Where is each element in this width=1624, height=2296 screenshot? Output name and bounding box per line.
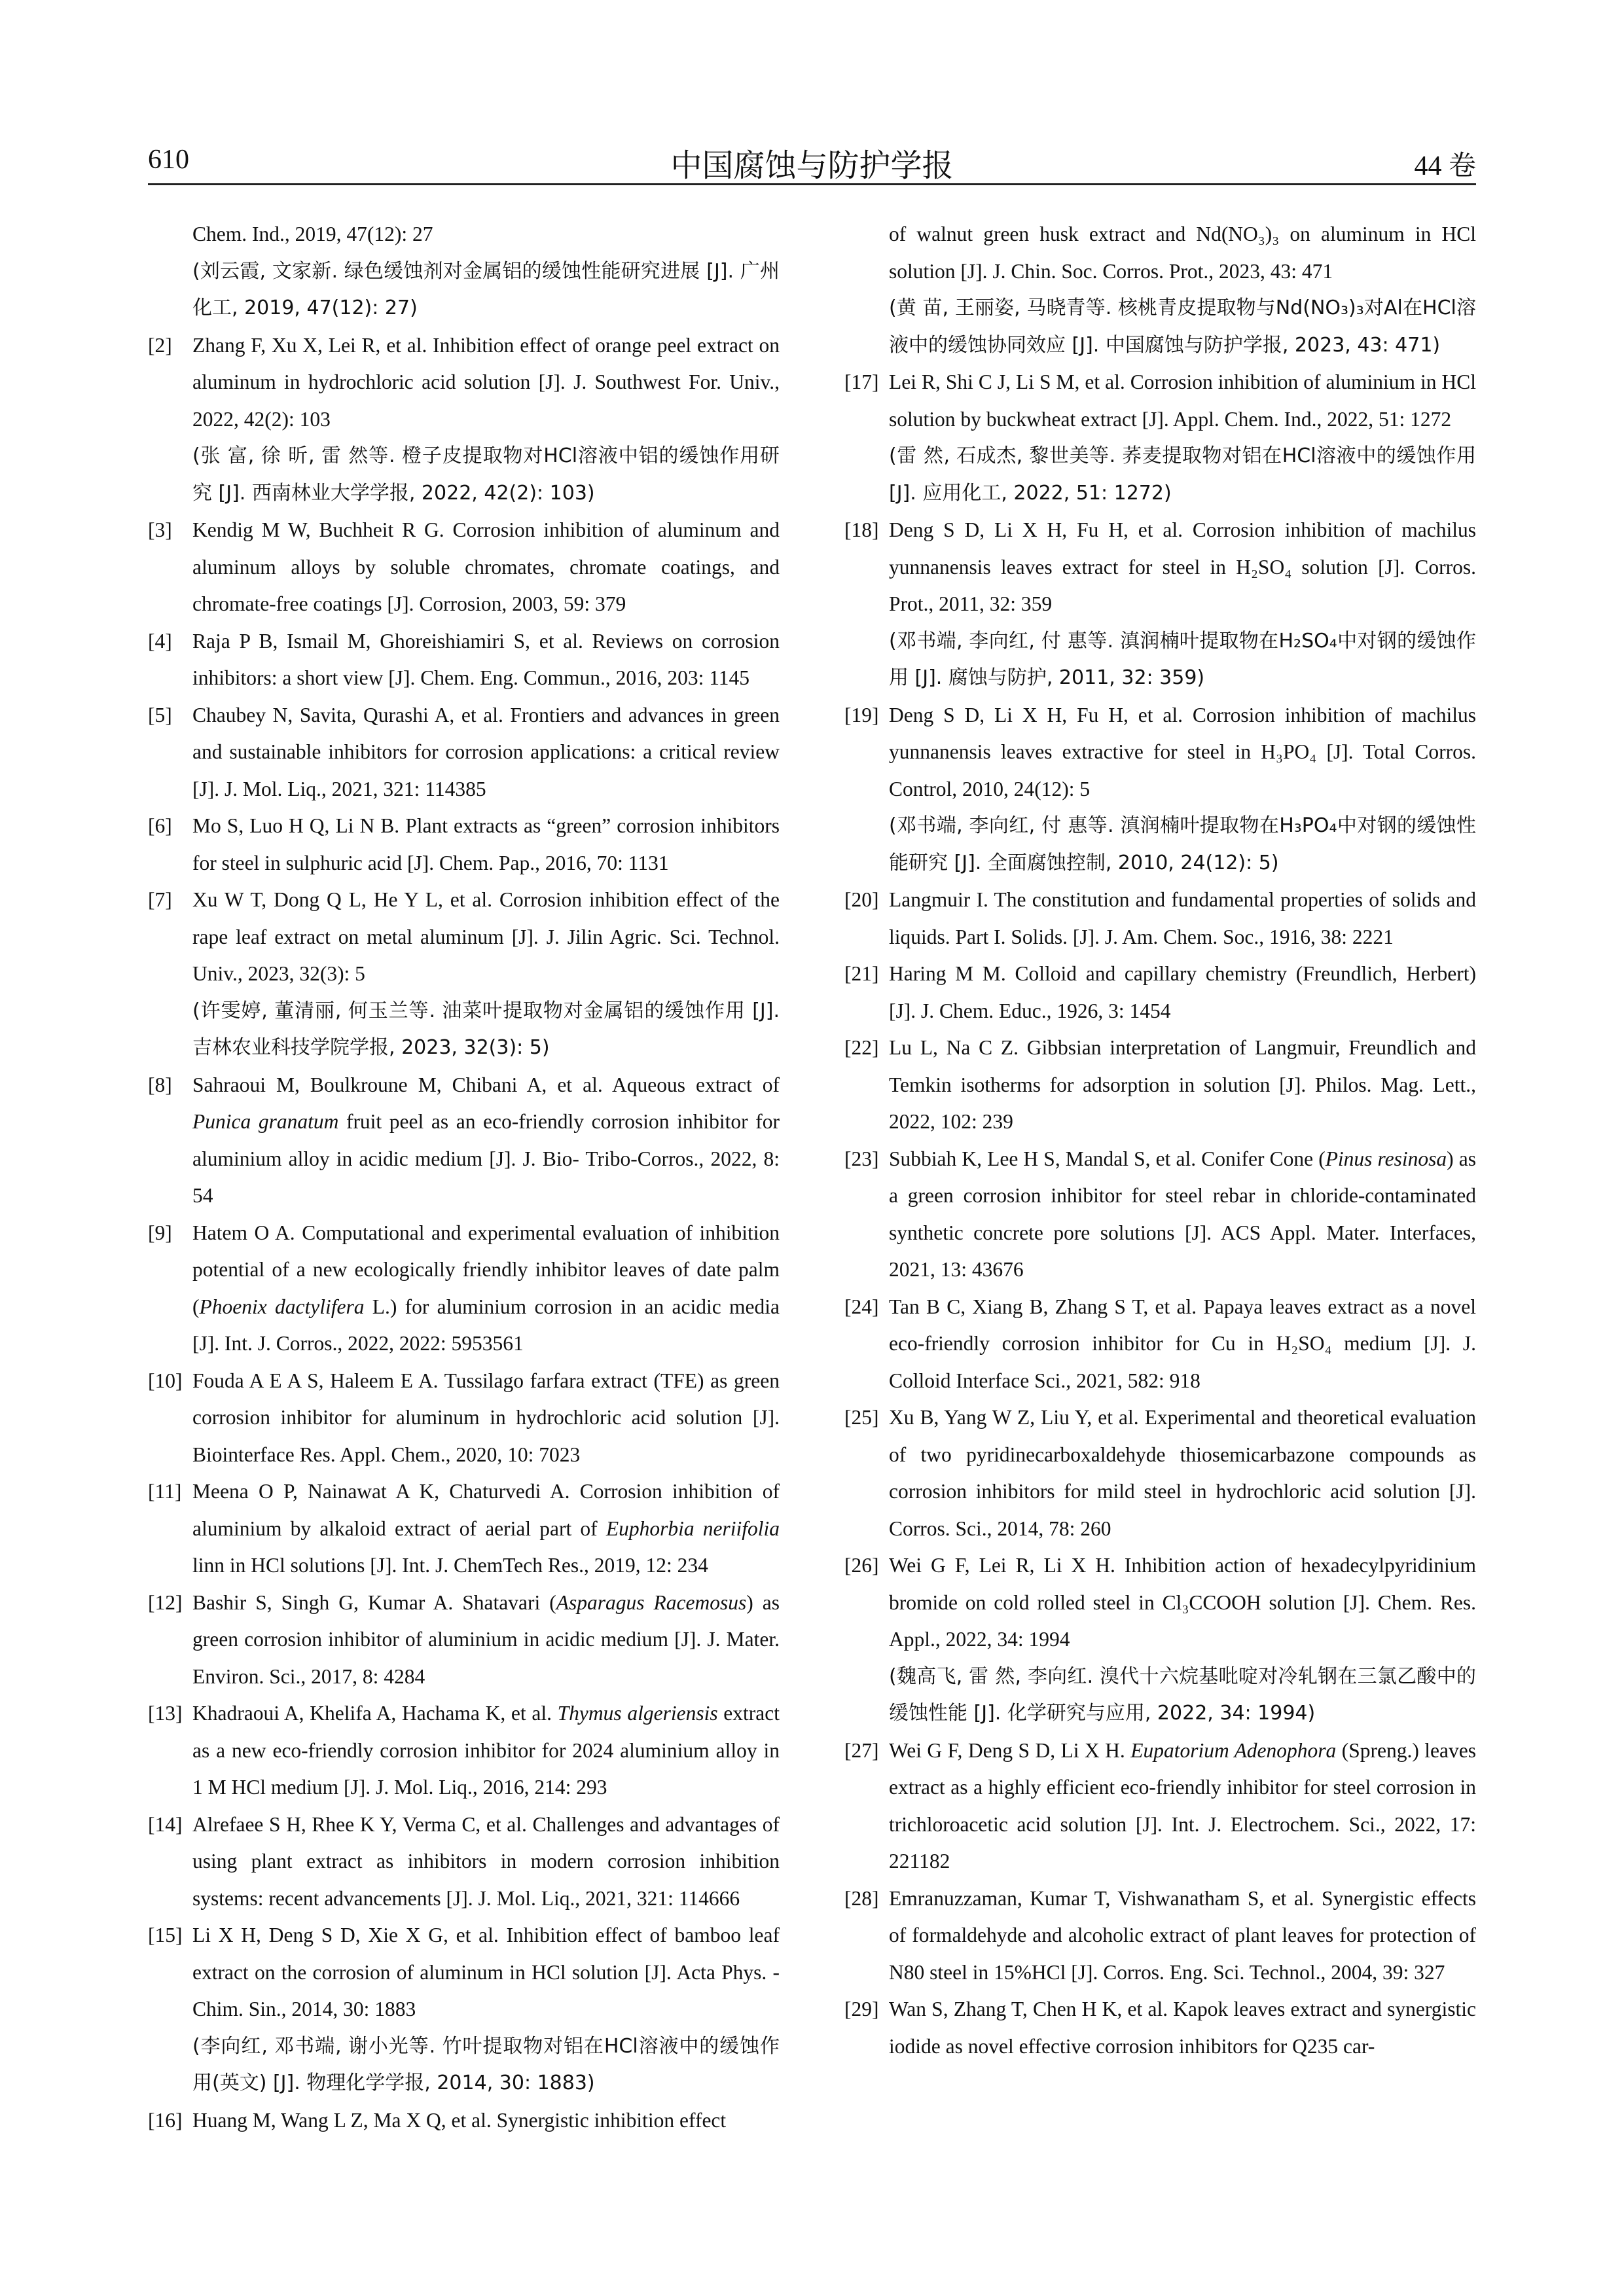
reference-number: [27]: [844, 1738, 879, 1762]
reference-entry: [148, 697, 780, 808]
reference-body: [192, 1585, 780, 1696]
reference-body: [889, 697, 1476, 882]
reference-chinese: (魏高飞, 雷 然, 李向红. 溴代十六烷基吡啶对冷轧钢在三氯乙酸中的缓蚀性能 [J]. 化学研究与应用, 2022, 34: 1994): [889, 1664, 1476, 1725]
reference-number: [2]: [148, 333, 172, 357]
reference-english: [889, 697, 1476, 808]
reference-text: L.) for aluminium corrosion in an acidic media [J]. Int. J. Corros., 2022, 2022: 5953561: [192, 1295, 780, 1355]
reference-number: [3]: [148, 518, 172, 541]
page-header: [148, 131, 1476, 185]
reference-text: Xu W T, Dong Q L, He Y L, et al. Corrosion inhibition effect of the rape leaf extract on metal aluminum [J]. J. Jilin Agric. Sci. Technol. Univ., 2023, 32(3): 5: [192, 888, 780, 985]
reference-entry: [844, 1399, 1476, 1547]
reference-entry: [844, 882, 1476, 956]
reference-english: [889, 1289, 1476, 1400]
reference-text: (Spreng.) leaves extract as a highly efficient eco-friendly inhibitor for steel corrosion in trichloroacetic acid solution [J]. Int. J. Electrochem. Sci., 2022, 17: 221182: [889, 1738, 1476, 1873]
reference-english: [192, 1215, 780, 1363]
reference-text: Wan S, Zhang T, Chen H K, et al. Kapok leaves extract and synergistic iodide as novel effective corrosion inhibitors for Q235 car-: [889, 1998, 1476, 2058]
reference-chinese: (李向红, 邓书端, 谢小光等. 竹叶提取物对铝在HCl溶液中的缓蚀作用(英文) [J]. 物理化学学报, 2014, 30: 1883): [192, 2034, 780, 2094]
reference-english: [192, 1363, 780, 1474]
reference-number: [8]: [148, 1073, 172, 1096]
reference-english: [192, 1067, 780, 1215]
reference-body: [192, 623, 780, 697]
reference-text: Wei G F, Lei R, Li X H. Inhibition action of hexadecylpyridinium bromide on cold rolled steel in Cl₃CCOOH solution [J]. Chem. Res. Appl., 2022, 34: 1994: [889, 1554, 1476, 1651]
reference-entry: [148, 1585, 780, 1696]
reference-text: Xu B, Yang W Z, Liu Y, et al. Experimental and theoretical evaluation of two pyridinecarboxaldehyde thiosemicarbazone compounds as corrosion inhibitors for mild steel in hydrochloric acid solution [J]. Corros. Sci., 2014, 78: 260: [889, 1406, 1476, 1540]
reference-number: [24]: [844, 1295, 879, 1318]
reference-english: [192, 1585, 780, 1696]
reference-entry: [148, 1917, 780, 2102]
reference-chinese: (邓书端, 李向红, 付 惠等. 滇润楠叶提取物在H₃PO₄中对钢的缓蚀性能研究 [J]. 全面腐蚀控制, 2010, 24(12): 5): [889, 814, 1476, 874]
reference-text: Emranuzzaman, Kumar T, Vishwanatham S, et al. Synergistic effects of formaldehyde and alcoholic extract of plant leaves for protection of N80 steel in 15%HCl [J]. Corros. Eng. Sci. Technol., 2004, 39: 327: [889, 1886, 1476, 1984]
reference-english: [192, 1473, 780, 1585]
reference-english: [192, 327, 780, 439]
reference-text: Khadraoui A, Khelifa A, Hachama K, et al.: [192, 1702, 558, 1725]
reference-body: [889, 1732, 1476, 1880]
reference-english: [889, 956, 1476, 1030]
reference-text: Chem. Ind., 2019, 47(12): 27: [192, 223, 433, 245]
reference-number: [19]: [844, 703, 879, 726]
reference-number: [4]: [148, 629, 172, 653]
reference-number: [11]: [148, 1480, 182, 1503]
reference-text: Deng S D, Li X H, Fu H, et al. Corrosion inhibition of machilus yunnanensis leaves extractive for steel in H₃PO₄ [J]. Total Corros. Control, 2010, 24(12): 5: [889, 703, 1476, 800]
reference-text: Zhang F, Xu X, Lei R, et al. Inhibition effect of orange peel extract on aluminum in hydrochloric acid solution [J]. J. Southwest For. Univ., 2022, 42(2): 103: [192, 333, 780, 431]
reference-entry: [148, 327, 780, 512]
reference-english: [889, 1141, 1476, 1289]
reference-english: [889, 216, 1476, 290]
reference-entry: [844, 1547, 1476, 1732]
species-name: Phoenix dactylifera: [199, 1295, 365, 1318]
reference-entry: [148, 1363, 780, 1474]
reference-entry: [844, 1030, 1476, 1141]
reference-number: [29]: [844, 1998, 879, 2020]
reference-entry: [148, 1067, 780, 1215]
reference-text: Fouda A E A S, Haleem E A. Tussilago farfara extract (TFE) as green corrosion inhibitor for aluminum in hydrochloric acid solution [J]. Biointerface Res. Appl. Chem., 2020, 10: 7023: [192, 1369, 780, 1466]
reference-text: Chaubey N, Savita, Qurashi A, et al. Frontiers and advances in green and sustainable inhibitors for corrosion applications: a critical review [J]. J. Mol. Liq., 2021, 321: 114385: [192, 703, 780, 800]
reference-number: [18]: [844, 518, 879, 541]
reference-text: Tan B C, Xiang B, Zhang S T, et al. Papaya leaves extract as a novel eco-friendly corrosion inhibitor for Cu in H₂SO₄ medium [J]. J. Colloid Interface Sci., 2021, 582: 918: [889, 1295, 1476, 1392]
reference-number: [20]: [844, 888, 879, 911]
reference-body: [889, 1030, 1476, 1141]
reference-body: [889, 1547, 1476, 1732]
reference-text: Raja P B, Ismail M, Ghoreishiamiri S, et al. Reviews on corrosion inhibitors: a short view [J]. Chem. Eng. Commun., 2016, 203: 1145: [192, 629, 780, 689]
reference-body: [192, 216, 780, 327]
reference-body: [889, 364, 1476, 512]
reference-text: Haring M M. Colloid and capillary chemistry (Freundlich, Herbert) [J]. J. Chem. Educ., 1926, 3: 1454: [889, 962, 1476, 1022]
reference-body: [889, 1289, 1476, 1400]
reference-body: [889, 956, 1476, 1030]
reference-chinese: (黄 苗, 王丽姿, 马晓青等. 核桃青皮提取物与Nd(NO₃)₃对Al在HCl溶液中的缓蚀协同效应 [J]. 中国腐蚀与防护学报, 2023, 43: 471): [889, 296, 1476, 357]
right-column: [844, 216, 1476, 2065]
reference-text: Meena O P, Nainawat A K, Chaturvedi A. Corrosion inhibition of aluminium by alkaloid extract of aerial part of: [192, 1480, 780, 1540]
reference-text: Wei G F, Deng S D, Li X H.: [889, 1738, 1131, 1762]
reference-entry: [148, 1806, 780, 1918]
reference-entry: [148, 512, 780, 623]
reference-text: Alrefaee S H, Rhee K Y, Verma C, et al. Challenges and advantages of using plant extract as inhibitors in modern corrosion inhibition systems: recent advancements [J]. J. Mol. Liq., 2021, 321: 114666: [192, 1812, 780, 1910]
reference-text: Lu L, Na C Z. Gibbsian interpretation of Langmuir, Freundlich and Temkin isotherms for adsorption in solution [J]. Philos. Mag. Lett., 2022, 102: 239: [889, 1036, 1476, 1133]
reference-english: [192, 216, 780, 253]
reference-entry: [148, 1695, 780, 1806]
reference-text: Deng S D, Li X H, Fu H, et al. Corrosion inhibition of machilus yunnanensis leaves extract for steel in H₂SO₄ solution [J]. Corros. Prot., 2011, 32: 359: [889, 518, 1476, 615]
left-column: [148, 216, 780, 2139]
reference-entry: [148, 1215, 780, 1363]
reference-text: ) as a green corrosion inhibitor for steel rebar in chloride-contaminated synthetic concrete pore solutions [J]. ACS Appl. Mater. Interfaces, 2021, 13: 43676: [889, 1147, 1477, 1281]
reference-english: [192, 808, 780, 882]
reference-chinese: (张 富, 徐 昕, 雷 然等. 橙子皮提取物对HCl溶液中铝的缓蚀作用研究 [J]. 西南林业大学学报, 2022, 42(2): 103): [192, 444, 780, 505]
reference-number: [17]: [844, 370, 879, 393]
reference-text: Mo S, Luo H Q, Li N B. Plant extracts as “green” corrosion inhibitors for steel in sulphuric acid [J]. Chem. Pap., 2016, 70: 1131: [192, 814, 780, 874]
reference-number: [22]: [844, 1036, 879, 1059]
reference-english: [192, 512, 780, 623]
reference-english: [889, 1547, 1476, 1659]
reference-body: [192, 882, 780, 1067]
reference-english: [192, 882, 780, 993]
reference-text: extract as a new eco-friendly corrosion inhibitor for 2024 aluminium alloy in 1 M HCl medium [J]. J. Mol. Liq., 2016, 214: 293: [192, 1702, 780, 1799]
reference-entry: [844, 216, 1476, 364]
reference-body: [889, 882, 1476, 956]
reference-text: Lei R, Shi C J, Li S M, et al. Corrosion inhibition of aluminium in HCl solution by buckwheat extract [J]. Appl. Chem. Ind., 2022, 51: 1272: [889, 370, 1476, 431]
reference-number: [25]: [844, 1406, 879, 1429]
reference-body: [192, 1806, 780, 1918]
reference-english: [192, 1806, 780, 1918]
reference-body: [192, 1917, 780, 2102]
reference-text: Kendig M W, Buchheit R G. Corrosion inhibition of aluminum and aluminum alloys by soluble chromates, chromate coatings, and chromate-free coatings [J]. Corrosion, 2003, 59: 379: [192, 518, 780, 615]
reference-body: [889, 1880, 1476, 1992]
reference-chinese: (邓书端, 李向红, 付 惠等. 滇润楠叶提取物在H₂SO₄中对钢的缓蚀作用 [J]. 腐蚀与防护, 2011, 32: 359): [889, 629, 1476, 689]
species-name: Punica granatum: [192, 1110, 339, 1133]
species-name: Eupatorium Adenophora: [1130, 1738, 1337, 1762]
reference-entry: [148, 216, 780, 327]
reference-entry: [844, 1732, 1476, 1880]
reference-english: [889, 364, 1476, 438]
reference-text: Subbiah K, Lee H S, Mandal S, et al. Conifer Cone (: [889, 1147, 1326, 1170]
reference-english: [192, 1695, 780, 1806]
reference-entry: [148, 2102, 780, 2140]
reference-english: [889, 1880, 1476, 1992]
reference-entry: [844, 364, 1476, 512]
reference-english: [889, 512, 1476, 623]
reference-english: [889, 882, 1476, 956]
reference-text: Bashir S, Singh G, Kumar A. Shatavari (: [192, 1590, 556, 1614]
reference-number: [14]: [148, 1812, 183, 1836]
reference-english: [192, 623, 780, 697]
reference-body: [889, 1141, 1476, 1289]
reference-entry: [844, 1880, 1476, 1992]
reference-number: [9]: [148, 1221, 172, 1244]
species-name: Asparagus Racemosus: [556, 1590, 747, 1614]
reference-text: Sahraoui M, Boulkroune M, Chibani A, et al. Aqueous extract of: [192, 1073, 780, 1096]
reference-number: [6]: [148, 814, 172, 837]
reference-number: [13]: [148, 1702, 183, 1725]
reference-chinese: (雷 然, 石成杰, 黎世美等. 荞麦提取物对铝在HCl溶液中的缓蚀作用 [J]. 应用化工, 2022, 51: 1272): [889, 444, 1476, 505]
reference-body: [889, 512, 1476, 697]
reference-english: [192, 1917, 780, 2028]
reference-entry: [148, 623, 780, 697]
reference-text: Langmuir I. The constitution and fundamental properties of solids and liquids. Part I. Solids. [J]. J. Am. Chem. Soc., 1916, 38: 2221: [889, 888, 1476, 948]
reference-body: [889, 1399, 1476, 1547]
reference-number: [16]: [148, 2108, 183, 2132]
reference-english: [889, 1991, 1476, 2065]
reference-english: [889, 1732, 1476, 1880]
reference-entry: [844, 697, 1476, 882]
page-number: 610: [148, 145, 189, 175]
reference-body: [192, 808, 780, 882]
reference-entry: [844, 1141, 1476, 1289]
reference-entry: [148, 1473, 780, 1585]
reference-entry: [844, 1991, 1476, 2065]
reference-english: [192, 2102, 780, 2140]
reference-number: [12]: [148, 1590, 183, 1614]
reference-body: [889, 216, 1476, 364]
reference-entry: [148, 882, 780, 1067]
species-name: Euphorbia neriifolia: [605, 1516, 780, 1540]
reference-entry: [844, 512, 1476, 697]
reference-text: fruit peel as an eco-friendly corrosion inhibitor for aluminium alloy in acidic medium [J]. J. Bio- Tribo-Corros., 2022, 8: 54: [192, 1110, 780, 1207]
reference-text: of walnut green husk extract and Nd(NO₃)₃ on aluminum in HCl solution [J]. J. Chin. Soc. Corros. Prot., 2023, 43: 471: [889, 223, 1476, 283]
reference-number: [5]: [148, 703, 172, 726]
reference-body: [192, 327, 780, 512]
reference-text: ) as green corrosion inhibitor of aluminium in acidic medium [J]. J. Mater. Environ. Sci., 2017, 8: 4284: [192, 1590, 780, 1688]
species-name: Thymus algeriensis: [557, 1702, 718, 1725]
reference-entry: [844, 1289, 1476, 1400]
reference-number: [7]: [148, 888, 172, 911]
reference-number: [26]: [844, 1554, 879, 1577]
reference-chinese: (刘云霞, 文家新. 绿色缓蚀剂对金属铝的缓蚀性能研究进展 [J]. 广州化工, 2019, 47(12): 27): [192, 259, 780, 319]
volume-label: 44 卷: [1414, 151, 1476, 181]
reference-text: Huang M, Wang L Z, Ma X Q, et al. Synergistic inhibition effect: [192, 2108, 727, 2132]
reference-body: [192, 1215, 780, 1363]
reference-body: [192, 1473, 780, 1585]
reference-number: [21]: [844, 962, 879, 985]
reference-entry: [844, 956, 1476, 1030]
reference-number: [28]: [844, 1886, 879, 1910]
reference-body: [192, 697, 780, 808]
reference-number: [15]: [148, 1924, 183, 1946]
reference-english: [889, 1399, 1476, 1547]
reference-body: [192, 512, 780, 623]
reference-chinese: (许雯婷, 董清丽, 何玉兰等. 油菜叶提取物对金属铝的缓蚀作用 [J]. 吉林农业科技学院学报, 2023, 32(3): 5): [192, 999, 780, 1059]
reference-text: Li X H, Deng S D, Xie X G, et al. Inhibition effect of bamboo leaf extract on the corrosion of aluminum in HCl solution [J]. Acta Phys. -Chim. Sin., 2014, 30: 1883: [192, 1924, 780, 2020]
reference-number: [23]: [844, 1147, 879, 1170]
reference-body: [192, 2102, 780, 2140]
reference-english: [889, 1030, 1476, 1141]
journal-title: 中国腐蚀与防护学报: [670, 149, 954, 183]
reference-english: [192, 697, 780, 808]
species-name: Pinus resinosa: [1325, 1147, 1447, 1170]
reference-entry: [148, 808, 780, 882]
reference-text: linn in HCl solutions [J]. Int. J. ChemTech Res., 2019, 12: 234: [192, 1554, 708, 1577]
reference-body: [192, 1363, 780, 1474]
reference-body: [889, 1991, 1476, 2065]
reference-body: [192, 1695, 780, 1806]
reference-number: [10]: [148, 1369, 183, 1392]
reference-text: Hatem O A. Computational and experimental evaluation of inhibition potential of a new ecologically friendly inhibitor leaves of date palm (: [192, 1221, 780, 1318]
reference-body: [192, 1067, 780, 1215]
